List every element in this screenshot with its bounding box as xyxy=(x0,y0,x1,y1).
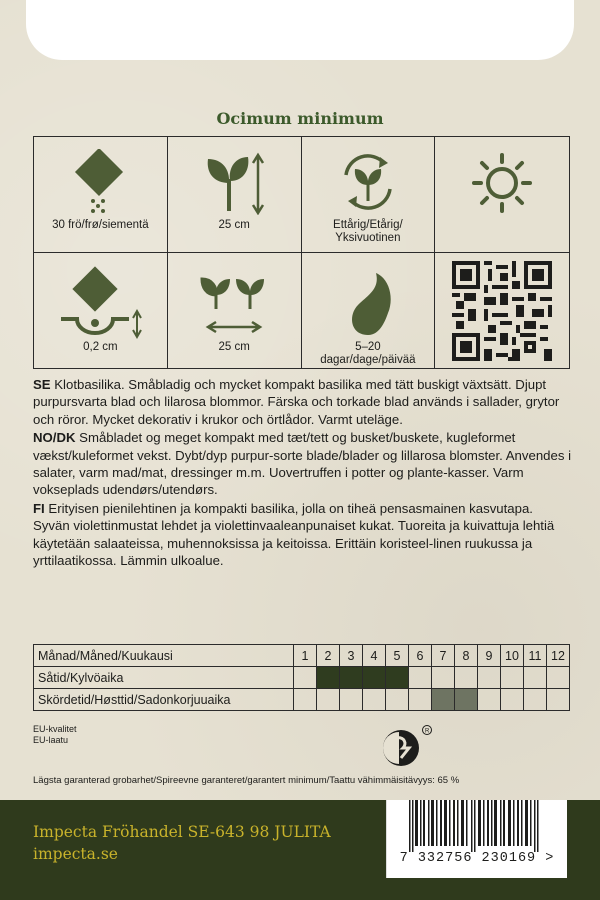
germination-guarantee: Lägsta garanterad grobarhet/Spireevne garanteret/garantert minimum/Taattu vähimmäisitävyys: 65 % xyxy=(33,775,460,786)
barcode-bars xyxy=(401,800,553,852)
plant-spacing-icon xyxy=(194,265,274,341)
harvest-month-11 xyxy=(524,689,547,711)
sow-month-4 xyxy=(363,667,386,689)
sow-month-8 xyxy=(455,667,478,689)
seed-packet-icon xyxy=(60,149,140,215)
sow-month-7 xyxy=(432,667,455,689)
harvest-month-8 xyxy=(455,689,478,711)
qr-code-icon[interactable] xyxy=(452,261,552,361)
barcode-digits: 7 332756 230169 > xyxy=(399,851,555,866)
plant-height-icon xyxy=(194,149,274,215)
harvest-month-12 xyxy=(547,689,570,711)
depth-cell xyxy=(34,253,168,369)
harvest-month-2 xyxy=(317,689,340,711)
plant-spacing: 25 cm xyxy=(218,340,250,353)
plant-height: 25 cm xyxy=(218,219,250,231)
harvest-month-1 xyxy=(294,689,317,711)
sow-month-1 xyxy=(294,667,317,689)
spacing-cell xyxy=(168,253,302,369)
sow-month-11 xyxy=(524,667,547,689)
sow-month-2 xyxy=(317,667,340,689)
qr-cell xyxy=(435,253,569,369)
description-fi: FI Erityisen pienilehtinen ja kompakti basilika, jolla on tiheä pensasmainen kasvutapa. Syvän violettinmustat lehdet ja violettinvaaleanpunaiset kukat. Tuoreita ja kuivattuja lehtiä käytetään salaateissa, muhennoksissa ja keitoissa. Erittäin koristeel-linen ruukussa ja yrttilaatikossa. Lämmin ulkoalue. xyxy=(33,500,555,569)
sow-month-5 xyxy=(386,667,409,689)
germination-days: 5–20 dagar/dage/päivää xyxy=(320,340,416,366)
sow-month-6 xyxy=(409,667,432,689)
info-icon-grid xyxy=(33,136,570,369)
barcode xyxy=(386,800,567,878)
website-link[interactable]: impecta.se xyxy=(33,845,118,863)
sow-month-12 xyxy=(547,667,570,689)
company-name: Impecta Fröhandel SE-643 98 JULITA xyxy=(33,823,331,841)
sowing-depth-icon xyxy=(55,265,145,341)
calendar-row-harvest: Skördetid/Høsttid/Sadonkorjuuaika xyxy=(34,689,570,711)
company-address xyxy=(33,821,331,865)
harvest-month-3 xyxy=(340,689,363,711)
sowing-calendar xyxy=(33,644,570,711)
sow-month-9 xyxy=(478,667,501,689)
lifecycle-caption: Ettårig/Etårig/ Yksivuotinen xyxy=(333,219,403,244)
description-no-dk: NO/DK Småbladet og meget kompakt med tæt/tett og busket/buskete, kugleformet vækst/kuleformet vekst. Dybt/dyp purpur-sorte blade/blader og lillarosa blomster. Anvendes i salater, varm mad/mat, dressinger m.m. Uovertruffen i potter og plante-kasser. Varm vokseplads udendørs/utendørs. xyxy=(33,430,572,498)
calendar-header-row: Månad/Måned/Kuukausi 1 2 3 4 5 6 7 8 9 10 11 12 xyxy=(34,645,570,667)
calendar-row-sowing: Såtid/Kylvöaika xyxy=(34,667,570,689)
seeds-cell xyxy=(34,137,168,253)
harvest-month-7 xyxy=(432,689,455,711)
sowing-depth: 0,2 cm xyxy=(83,340,118,353)
eu-quality: EU-kvalitet EU-laatu xyxy=(33,724,77,745)
harvest-month-5 xyxy=(386,689,409,711)
sow-month-10 xyxy=(501,667,524,689)
lifecycle-cell xyxy=(302,137,436,253)
description xyxy=(33,376,571,570)
hang-hole xyxy=(26,0,574,60)
species-name: Ocimum minimum xyxy=(216,109,384,128)
annual-cycle-icon xyxy=(328,149,408,215)
description-se: SE Klotbasilika. Småbladig och mycket kompakt basilika med tätt buskigt växtsätt. Djupt purpursvarta blad och lilarosa blommor. Färska och torkade blad används i sallader, grytor och röror. Mycket dekorativ i krukor och örtlådor. Varmt uteläge. xyxy=(33,377,560,427)
sun-cell xyxy=(435,137,569,253)
germination-cell xyxy=(302,253,436,369)
green-dot-recycling-icon xyxy=(381,724,433,770)
harvest-month-4 xyxy=(363,689,386,711)
full-sun-icon xyxy=(462,149,542,215)
germination-seedling-icon xyxy=(328,265,408,341)
height-cell xyxy=(168,137,302,253)
harvest-month-6 xyxy=(409,689,432,711)
seed-count: 30 frö/frø/siementä xyxy=(52,219,149,231)
calendar-month-header: Månad/Måned/Kuukausi xyxy=(34,645,294,667)
sow-month-3 xyxy=(340,667,363,689)
harvest-month-9 xyxy=(478,689,501,711)
svg-text:R: R xyxy=(425,728,430,735)
harvest-month-10 xyxy=(501,689,524,711)
